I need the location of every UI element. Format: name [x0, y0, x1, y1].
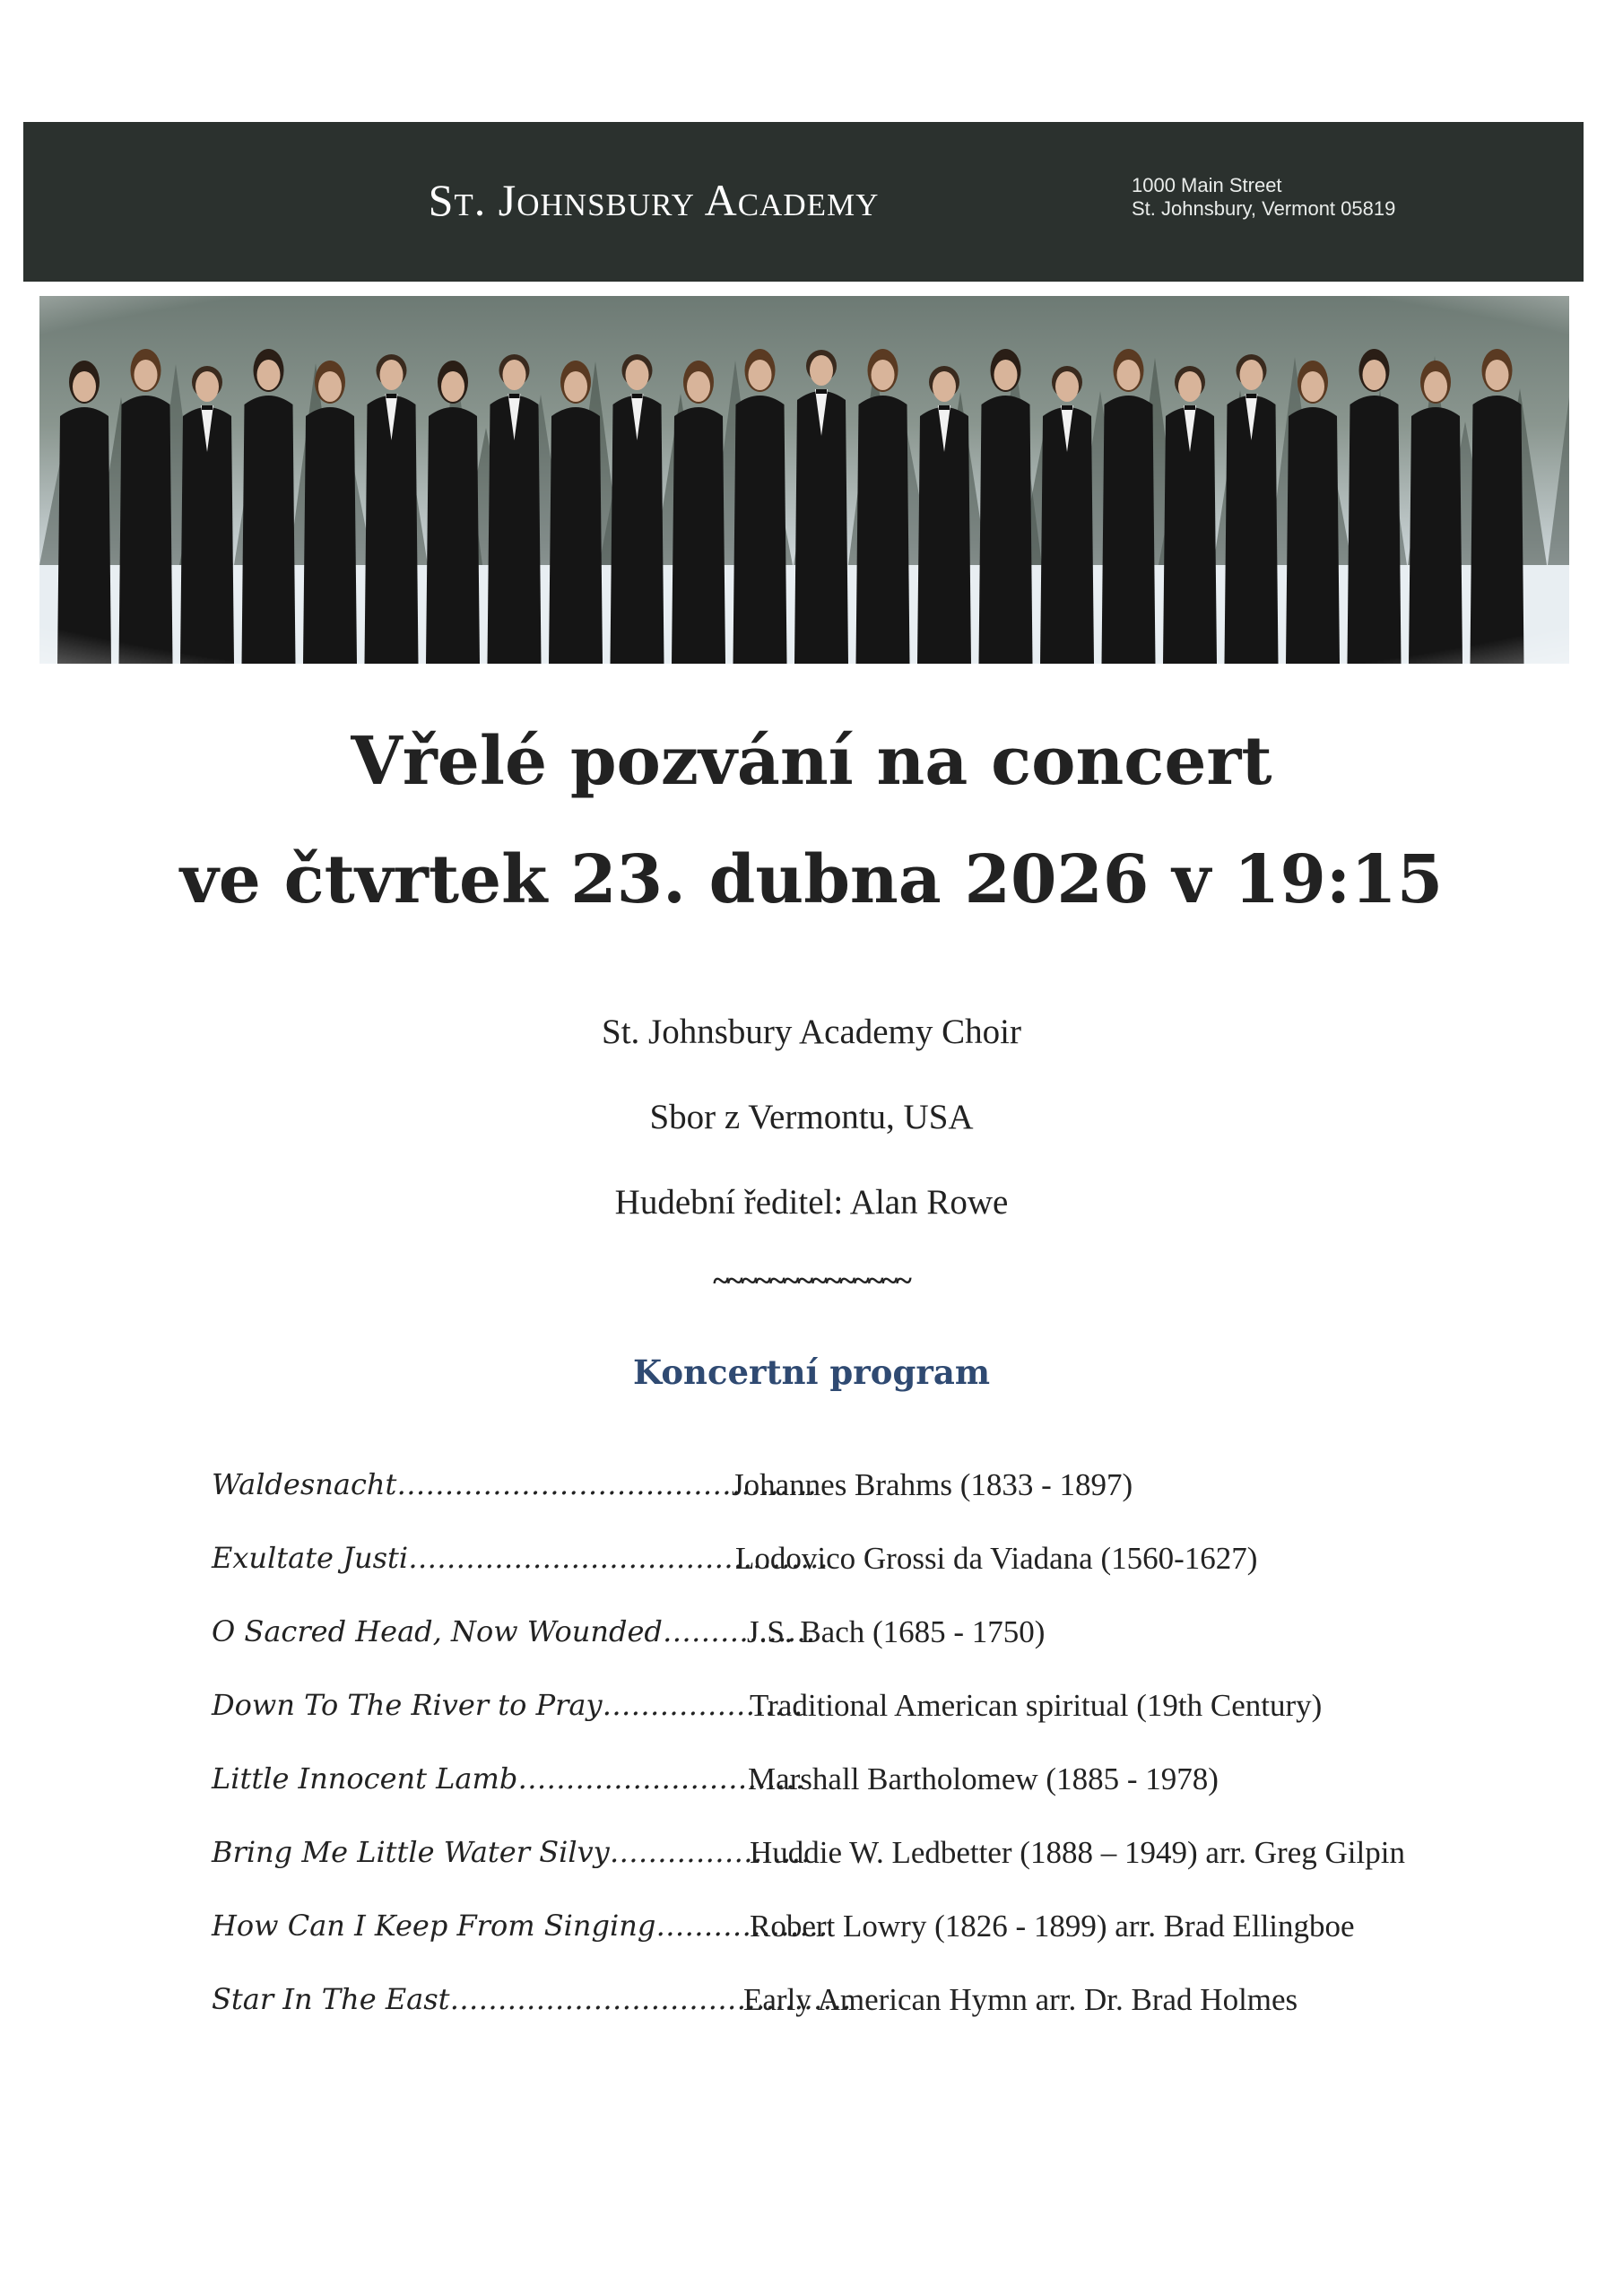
bow-tie [386, 394, 397, 398]
face [1240, 360, 1263, 390]
program-item [0, 1982, 1623, 2036]
face [749, 360, 772, 390]
piece-title: How Can I Keep From Singing……………… [212, 1909, 829, 1943]
face [1301, 371, 1324, 402]
face [73, 371, 96, 402]
piece-composer: Early American Hymn arr. Dr. Brad Holmes [743, 1982, 1298, 2017]
face [195, 371, 219, 402]
face [135, 360, 158, 390]
face [994, 360, 1018, 390]
face [257, 360, 281, 390]
choir-member-body [979, 396, 1033, 664]
bow-tie [1246, 394, 1257, 398]
tree-shape [1548, 355, 1569, 565]
program-item [0, 1614, 1623, 1668]
piece-composer: Johannes Brahms (1833 - 1897) [732, 1467, 1133, 1502]
choir-member-body [856, 396, 910, 664]
face [564, 371, 587, 402]
piece-composer: Traditional American spiritual (19th Century) [750, 1688, 1323, 1723]
bow-tie [509, 394, 520, 398]
choir-member-body [1409, 407, 1462, 664]
program-item [0, 1688, 1623, 1742]
bow-tie [1062, 405, 1072, 410]
choir-member-body [733, 396, 787, 664]
program-item [0, 1835, 1623, 1889]
school-address [1132, 174, 1395, 221]
program-item [0, 1467, 1623, 1521]
program-item [0, 1909, 1623, 1962]
school-name: St. Johnsbury Academy [428, 175, 880, 225]
bow-tie [1185, 405, 1195, 410]
choir-member-body [672, 407, 725, 664]
face [503, 360, 526, 390]
invitation-date: ve čtvrtek 23. dubna 2026 v 19:15 [179, 841, 1444, 918]
choir-origin: Sbor z Vermontu, USA [649, 1098, 974, 1136]
face [933, 371, 956, 402]
face [1363, 360, 1386, 390]
piece-composer: Marshall Bartholomew (1885 - 1978) [748, 1761, 1219, 1796]
choir-member-body [1348, 396, 1402, 664]
music-director: Hudební ředitel: Alan Rowe [614, 1183, 1009, 1222]
choir-member-body [549, 407, 603, 664]
choir-member-body [426, 407, 480, 664]
letterhead-banner [23, 122, 1584, 282]
face [872, 360, 895, 390]
piece-title: Down To The River to Pray………………… [212, 1688, 803, 1722]
piece-title: Exultate Justi…………………………………….. [212, 1541, 829, 1575]
invitation-title: Vřelé pozvání na concert [351, 723, 1272, 800]
face [1486, 360, 1509, 390]
choir-group-illustration [39, 296, 1569, 664]
choir-member-body [57, 407, 111, 664]
face [1424, 371, 1447, 402]
bow-tie [202, 405, 213, 410]
face [626, 360, 649, 390]
piece-composer: Robert Lowry (1826 - 1899) arr. Brad Ellingboe [750, 1909, 1355, 1944]
piece-title: Bring Me Little Water Silvy………………… [212, 1835, 811, 1869]
tilde-divider: ~~~~~~~~~~~~~~ [713, 1265, 910, 1298]
face [687, 371, 710, 402]
face [380, 360, 404, 390]
bow-tie [632, 394, 643, 398]
address-line-1: 1000 Main Street [1132, 174, 1282, 196]
face [1117, 360, 1141, 390]
choir-name: St. Johnsbury Academy Choir [602, 1013, 1021, 1051]
face [318, 371, 342, 402]
face [1178, 371, 1202, 402]
piece-composer: J.S. Bach (1685 - 1750) [747, 1614, 1046, 1649]
face [810, 355, 833, 386]
piece-title: O Sacred Head, Now Wounded……………. [212, 1614, 816, 1648]
program-item [0, 1541, 1623, 1595]
choir-member-body [1471, 396, 1524, 664]
choir-member-body [119, 396, 173, 664]
choir-photo [39, 296, 1569, 664]
program-heading: Koncertní program [633, 1352, 990, 1392]
piece-composer: Lodovico Grossi da Viadana (1560-1627) [735, 1541, 1258, 1576]
piece-title: Little Innocent Lamb………………………… [212, 1761, 805, 1796]
program-item [0, 1761, 1623, 1815]
address-line-2: St. Johnsbury, Vermont 05819 [1132, 197, 1396, 220]
choir-member-body [1286, 407, 1340, 664]
choir-member-body [303, 407, 357, 664]
bow-tie [816, 389, 827, 394]
piece-title: Star In The East…………………………………… [212, 1982, 852, 2016]
piece-title: Waldesnacht…………………………………….. [212, 1467, 817, 1501]
choir-member-body [242, 396, 296, 664]
face [441, 371, 464, 402]
choir-member-body [1102, 396, 1156, 664]
bow-tie [939, 405, 950, 410]
piece-composer: Huddie W. Ledbetter (1888 – 1949) arr. Greg Gilpin [750, 1835, 1405, 1870]
face [1055, 371, 1079, 402]
